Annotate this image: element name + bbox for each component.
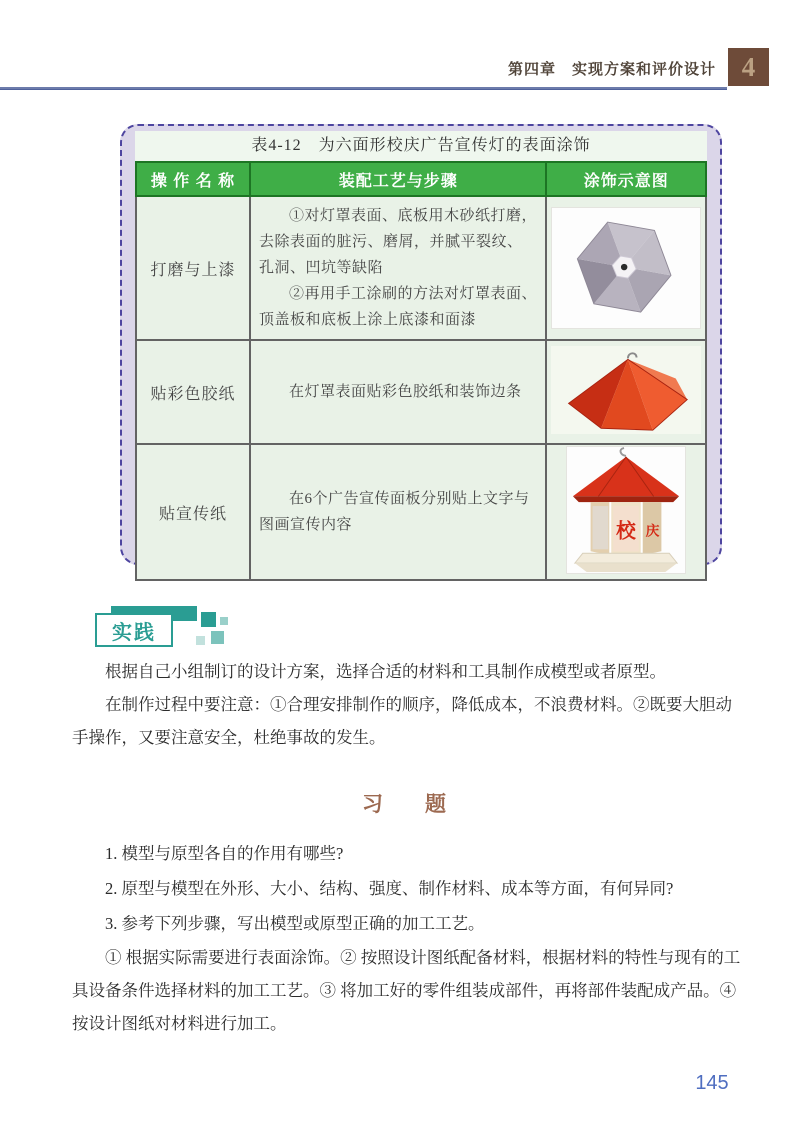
exercise-question: 3. 参考下列步骤，写出模型或原型正确的加工工艺。 bbox=[105, 914, 485, 933]
step-paragraph: 在6个广告宣传面板分别贴上文字与图画宣传内容 bbox=[259, 491, 530, 533]
decorative-square-icon bbox=[220, 617, 228, 625]
practice-paragraph: 根据自己小组制订的设计方案，选择合适的材料和工具制作成模型或者原型。 bbox=[105, 662, 666, 681]
step-paragraph: ②再用手工涂刷的方法对灯罩表面、顶盖板和底板上涂上底漆和面漆 bbox=[259, 286, 538, 328]
step-paragraph: ①对灯罩表面、底板用木砂纸打磨，去除表面的脏污、磨屑，并腻平裂纹、孔洞、凹坑等缺陷 bbox=[259, 208, 538, 276]
decorative-square-icon bbox=[211, 631, 224, 644]
decorative-square-icon bbox=[201, 612, 216, 627]
illustration-cell bbox=[546, 340, 706, 444]
red-hexagonal-lampshade-illustration bbox=[551, 346, 701, 434]
table-header-row bbox=[136, 162, 706, 196]
practice-text-block bbox=[72, 655, 742, 754]
process-steps bbox=[250, 340, 546, 444]
column-header-process: 装配工艺与步骤 bbox=[250, 162, 546, 196]
illustration-cell bbox=[546, 444, 706, 580]
lantern-character-left: 校 bbox=[616, 520, 637, 543]
illustration-cell bbox=[546, 196, 706, 340]
exercise-question: 1. 模型与原型各自的作用有哪些? bbox=[105, 844, 344, 863]
operation-name: 贴宣传纸 bbox=[136, 444, 250, 580]
lantern-character-right: 庆 bbox=[645, 523, 660, 539]
page-number: 145 bbox=[695, 1072, 729, 1094]
exercise-steps-paragraph: ① 根据实际需要进行表面涂饰。② 按照设计图纸配备材料，根据材料的特性与现有的工具设备条件选择材料的加工工艺。③ 将加工好的零件组装成部件，再将部件装配成产品。④ 按设计图纸对材料进行加工。 bbox=[72, 948, 741, 1033]
exercise-question: 2. 原型与模型在外形、大小、结构、强度、制作材料、成本等方面，有何异同? bbox=[105, 879, 674, 898]
process-steps bbox=[250, 196, 546, 340]
practice-section-label bbox=[95, 606, 235, 652]
chapter-number-badge bbox=[728, 48, 769, 86]
table-caption: 表4-12 为六面形校庆广告宣传灯的表面涂饰 bbox=[135, 131, 707, 161]
table-panel bbox=[120, 124, 722, 565]
hanging-ring-icon bbox=[628, 353, 637, 358]
column-header-operation: 操 作 名 称 bbox=[136, 162, 250, 196]
table-row bbox=[136, 196, 706, 340]
practice-label-text: 实践 bbox=[112, 621, 156, 644]
chapter-number: 4 bbox=[741, 51, 756, 82]
finishing-process-table bbox=[135, 161, 707, 581]
exercises-heading: 习 题 bbox=[362, 793, 446, 816]
header-divider-rule bbox=[0, 87, 727, 90]
red-lampshade-photo bbox=[551, 346, 701, 434]
gray-lampshade-photo bbox=[552, 208, 700, 328]
table-row bbox=[136, 340, 706, 444]
hanging-hook-icon bbox=[621, 448, 627, 456]
step-paragraph: 在灯罩表面贴彩色胶纸和装饰边条 bbox=[289, 384, 522, 400]
decorative-square-icon bbox=[196, 636, 205, 645]
gray-hexagonal-lampshade-illustration bbox=[556, 212, 696, 324]
table-row bbox=[136, 444, 706, 580]
practice-label-box bbox=[95, 613, 173, 647]
operation-name: 贴彩色胶纸 bbox=[136, 340, 250, 444]
exercises-text-block bbox=[72, 836, 744, 1040]
finished-lantern-photo bbox=[567, 447, 685, 573]
chapter-header-title: 第四章 实现方案和评价设计 bbox=[507, 61, 716, 78]
column-header-illustration: 涂饰示意图 bbox=[546, 162, 706, 196]
operation-name: 打磨与上漆 bbox=[136, 196, 250, 340]
practice-paragraph: 在制作过程中要注意：①合理安排制作的顺序，降低成本，不浪费材料。②既要大胆动手操作，又要注意安全，杜绝事故的发生。 bbox=[72, 695, 732, 747]
process-steps bbox=[250, 444, 546, 580]
hexagonal-lantern-illustration bbox=[567, 447, 685, 573]
